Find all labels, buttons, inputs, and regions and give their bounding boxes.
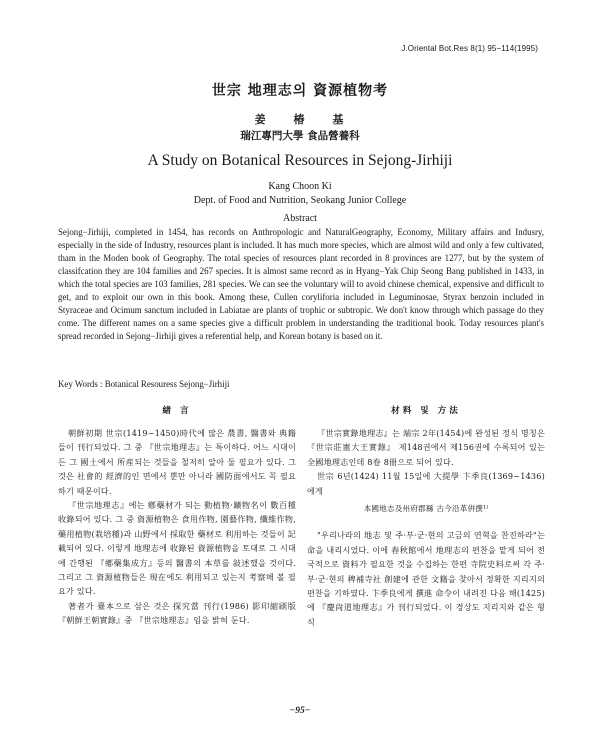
methods-column [307, 404, 545, 629]
keywords: Key Words : Botanical Resouress Sejong−Jirhiji [58, 379, 230, 389]
introduction-paragraph: 著者가 臺本으로 삼은 것은 探究當 刊行(1986) 影印縮刷版 『朝鮮王朝實錄』중 『世宗地理志』임을 밝혀 둔다. [58, 600, 296, 626]
methods-paragraph: 『世宗實錄地理志』는 端宗 2年(1454)에 완성된 정식 명칭은 『世宗莊憲大王實錄』 제148권에서 제156권에 수록되어 있는 全國地理志인데 8卷 8冊으로 되어 있다. [307, 428, 545, 467]
journal-reference: J.Oriental Bot.Res 8(1) 95−114(1995) [401, 44, 538, 53]
methods-heading: 材料 및 方法 [391, 406, 461, 416]
methods-paragraph: 世宗 6년(1424) 11월 15일에 大提學 卞季良(1369∼1436)에게 [307, 471, 545, 496]
abstract-text: Sejong−Jirhiji, completed in 1454, has records on Anthropologic and NaturalGeography, Economy, Military affairs and Indusry, especially in the side of Industry, resources plant is included. It has much more species, which are almost wild and only a few cultivated, tham in the Moden book of Geography. The total species of resources plant recorded in 8 provinces are 1277, but by the system of classifcation they are 104 families and 267 species. It is almost same record as in Hyang−Yak Chip Seong Bang published in 1433, in which the total species are 103 families, 281 species. We can see the voluntary will to avoid chinese chemical, expensive and difficult to get, and to exploit our own in this book. Among these, Cullen coryliforia included in Leguminosae, Styrax benzoin included in Styraceae and Ocimum sanctum included in Labiatae are plants of trophic or subtropic. We don't know through which passage do they come. The different names on a same species give a difficult problem in understanding the traditional book. Today resources plant's spread recorded in Sejong−Jirhiji gives a referential help, and Korean botany is based on it. [58, 227, 544, 342]
introduction-heading: 緖 言 [162, 406, 192, 416]
page-number: −95− [289, 706, 311, 716]
introduction-paragraph: 朝鮮初期 世宗(1419∼1450)時代에 많은 農書, 醫書와 典籍들이 刊行되었다. 그 중 『世宗地理志』는 특이하다. 어느 시대이든 그 國土에서 所産되는 것들을 철저히 알아 둘 필요가 있다. 그것은 社會的 經濟的인 면에서 뿐만 아니라 國防面에서도 꼭 필요하기 때문이다. [58, 428, 296, 496]
korean-affiliation: 瑞江專門大學 食品營養科 [240, 130, 360, 142]
introduction-paragraph: 『世宗地理志』에는 鄕藥材가 되는 動植物·鑛物名이 數百種 收錄되어 있다. 그 중 資源植物은 食用作物, 園藝作物, 纖維作物, 藥用植物(栽培種)과 山野에서 採取한 藥材로 利用하는 것들이 記載되어 있다. 이렇게 地理志에 收錄된 資源植物을 토대로 그 시대에 간행된 『鄕藥集成方』등의 醫書의 本草를 敍述했을 것이다. 그리고 그 資源植物들은 現在에도 利用되고 있는지 考察해 볼 필요가 있다. [58, 500, 296, 597]
english-affiliation: Dept. of Food and Nutrition, Seokang Junior College [193, 195, 407, 206]
methods-citation: 本國地志及州府郡縣 古今沿革倂撰¹⁾ [363, 504, 489, 514]
introduction-column [58, 404, 296, 628]
abstract-heading: Abstract [283, 213, 317, 224]
korean-author: 姜 椿 基 [254, 113, 356, 126]
korean-title: 世宗 地理志의 資源植物考 [211, 83, 389, 99]
english-author: Kang Choon Ki [268, 181, 332, 192]
methods-paragraph: "우리나라의 地志 및 주·부·군·현의 고금의 연혁을 찬진하라"는 命을 내리시었다. 이에 春秋館에서 地理志의 편찬을 맡게 되어 전국적으로 資料가 필요한 것을 수집하는 한편 寺院史料로써 각 주·부·군·현의 稗補寺社 創建에 관한 文籍을 찾아서 정확한 지리지의 편찬을 기하였다. 卞季良에게 撰進 命令이 내려진 다음 해(1425)에 『慶尙道地理志』가 刊行되었다. 이 경상도 지리지와 같은 형식 [307, 530, 545, 627]
english-title: A Study on Botanical Resources in Sejong-Jirhiji [147, 152, 453, 169]
